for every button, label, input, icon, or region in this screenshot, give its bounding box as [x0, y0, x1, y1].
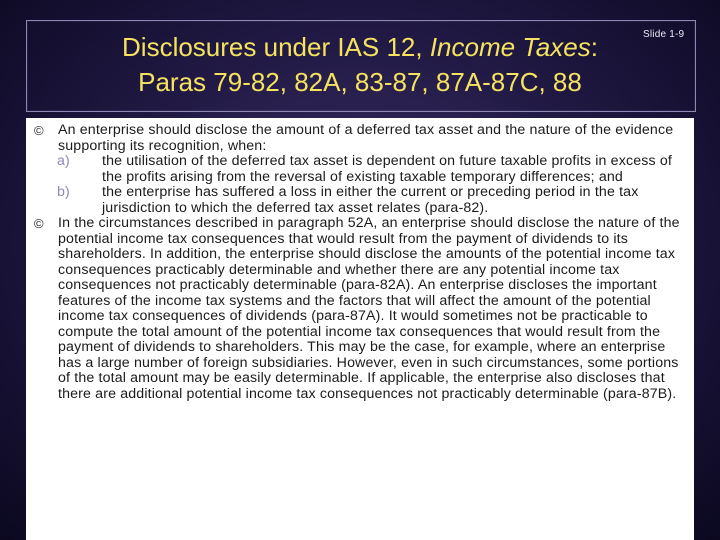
sub-point-b-text: the enterprise has suffered a loss in either the current or preceding period in the tax jurisdiction to which the deferred tax asset relates (para-82). — [102, 184, 639, 216]
bullet-point-1-text: An enterprise should disclose the amount of a deferred tax asset and the nature of the evidence supporting its recognition, when: — [58, 122, 674, 154]
sub-point-a — [32, 154, 688, 185]
content-panel — [26, 118, 694, 540]
content-body — [32, 123, 688, 402]
title-line-1 — [26, 30, 694, 65]
title-line-2: Paras 79-82, 82A, 83-87, 87A-87C, 88 — [138, 67, 582, 97]
sub-point-b — [32, 185, 688, 216]
bullet-point-1 — [32, 123, 688, 154]
bullet-point-2 — [32, 216, 688, 402]
slide-title — [26, 30, 694, 100]
bullet-icon: © — [34, 123, 44, 138]
sub-point-a-letter: a) — [57, 153, 70, 169]
title-prefix: Disclosures under IAS 12, — [122, 32, 430, 62]
title-colon: : — [590, 32, 598, 62]
sub-point-b-letter: b) — [57, 184, 70, 200]
bullet-icon: © — [34, 216, 44, 231]
title-italic: Income Taxes — [429, 32, 591, 62]
sub-point-a-text: the utilisation of the deferred tax asset is dependent on future taxable profits in excess of the profits arising from the reversal of existing taxable temporary differences; and — [102, 153, 672, 185]
bullet-point-2-text: In the circumstances described in paragraph 52A, an enterprise should disclose the nature of the potential income tax consequences that would result from the payment of dividends to its shareholders. In addition, the enterprise should disclose the amounts of the potential income tax consequences practicably determinable and whether there are any potential income tax consequences not practicably determinable (para-82A). An enterprise discloses the important features of the income tax systems and the factors that will affect the amount of the potential income tax consequences of dividends (para-87A). It would sometimes not be practicable to compute the total amount of the potential income tax consequences that would result from the payment of dividends to shareholders. This may be the case, for example, where an enterprise has a large number of foreign subsidiaries. However, even in such circumstances, some portions of the total amount may be easily determinable. If applicable, the enterprise also discloses that there are additional potential income tax consequences not practicably determinable (para-87B). — [58, 215, 680, 402]
slide-number: Slide 1-9 — [643, 29, 685, 40]
